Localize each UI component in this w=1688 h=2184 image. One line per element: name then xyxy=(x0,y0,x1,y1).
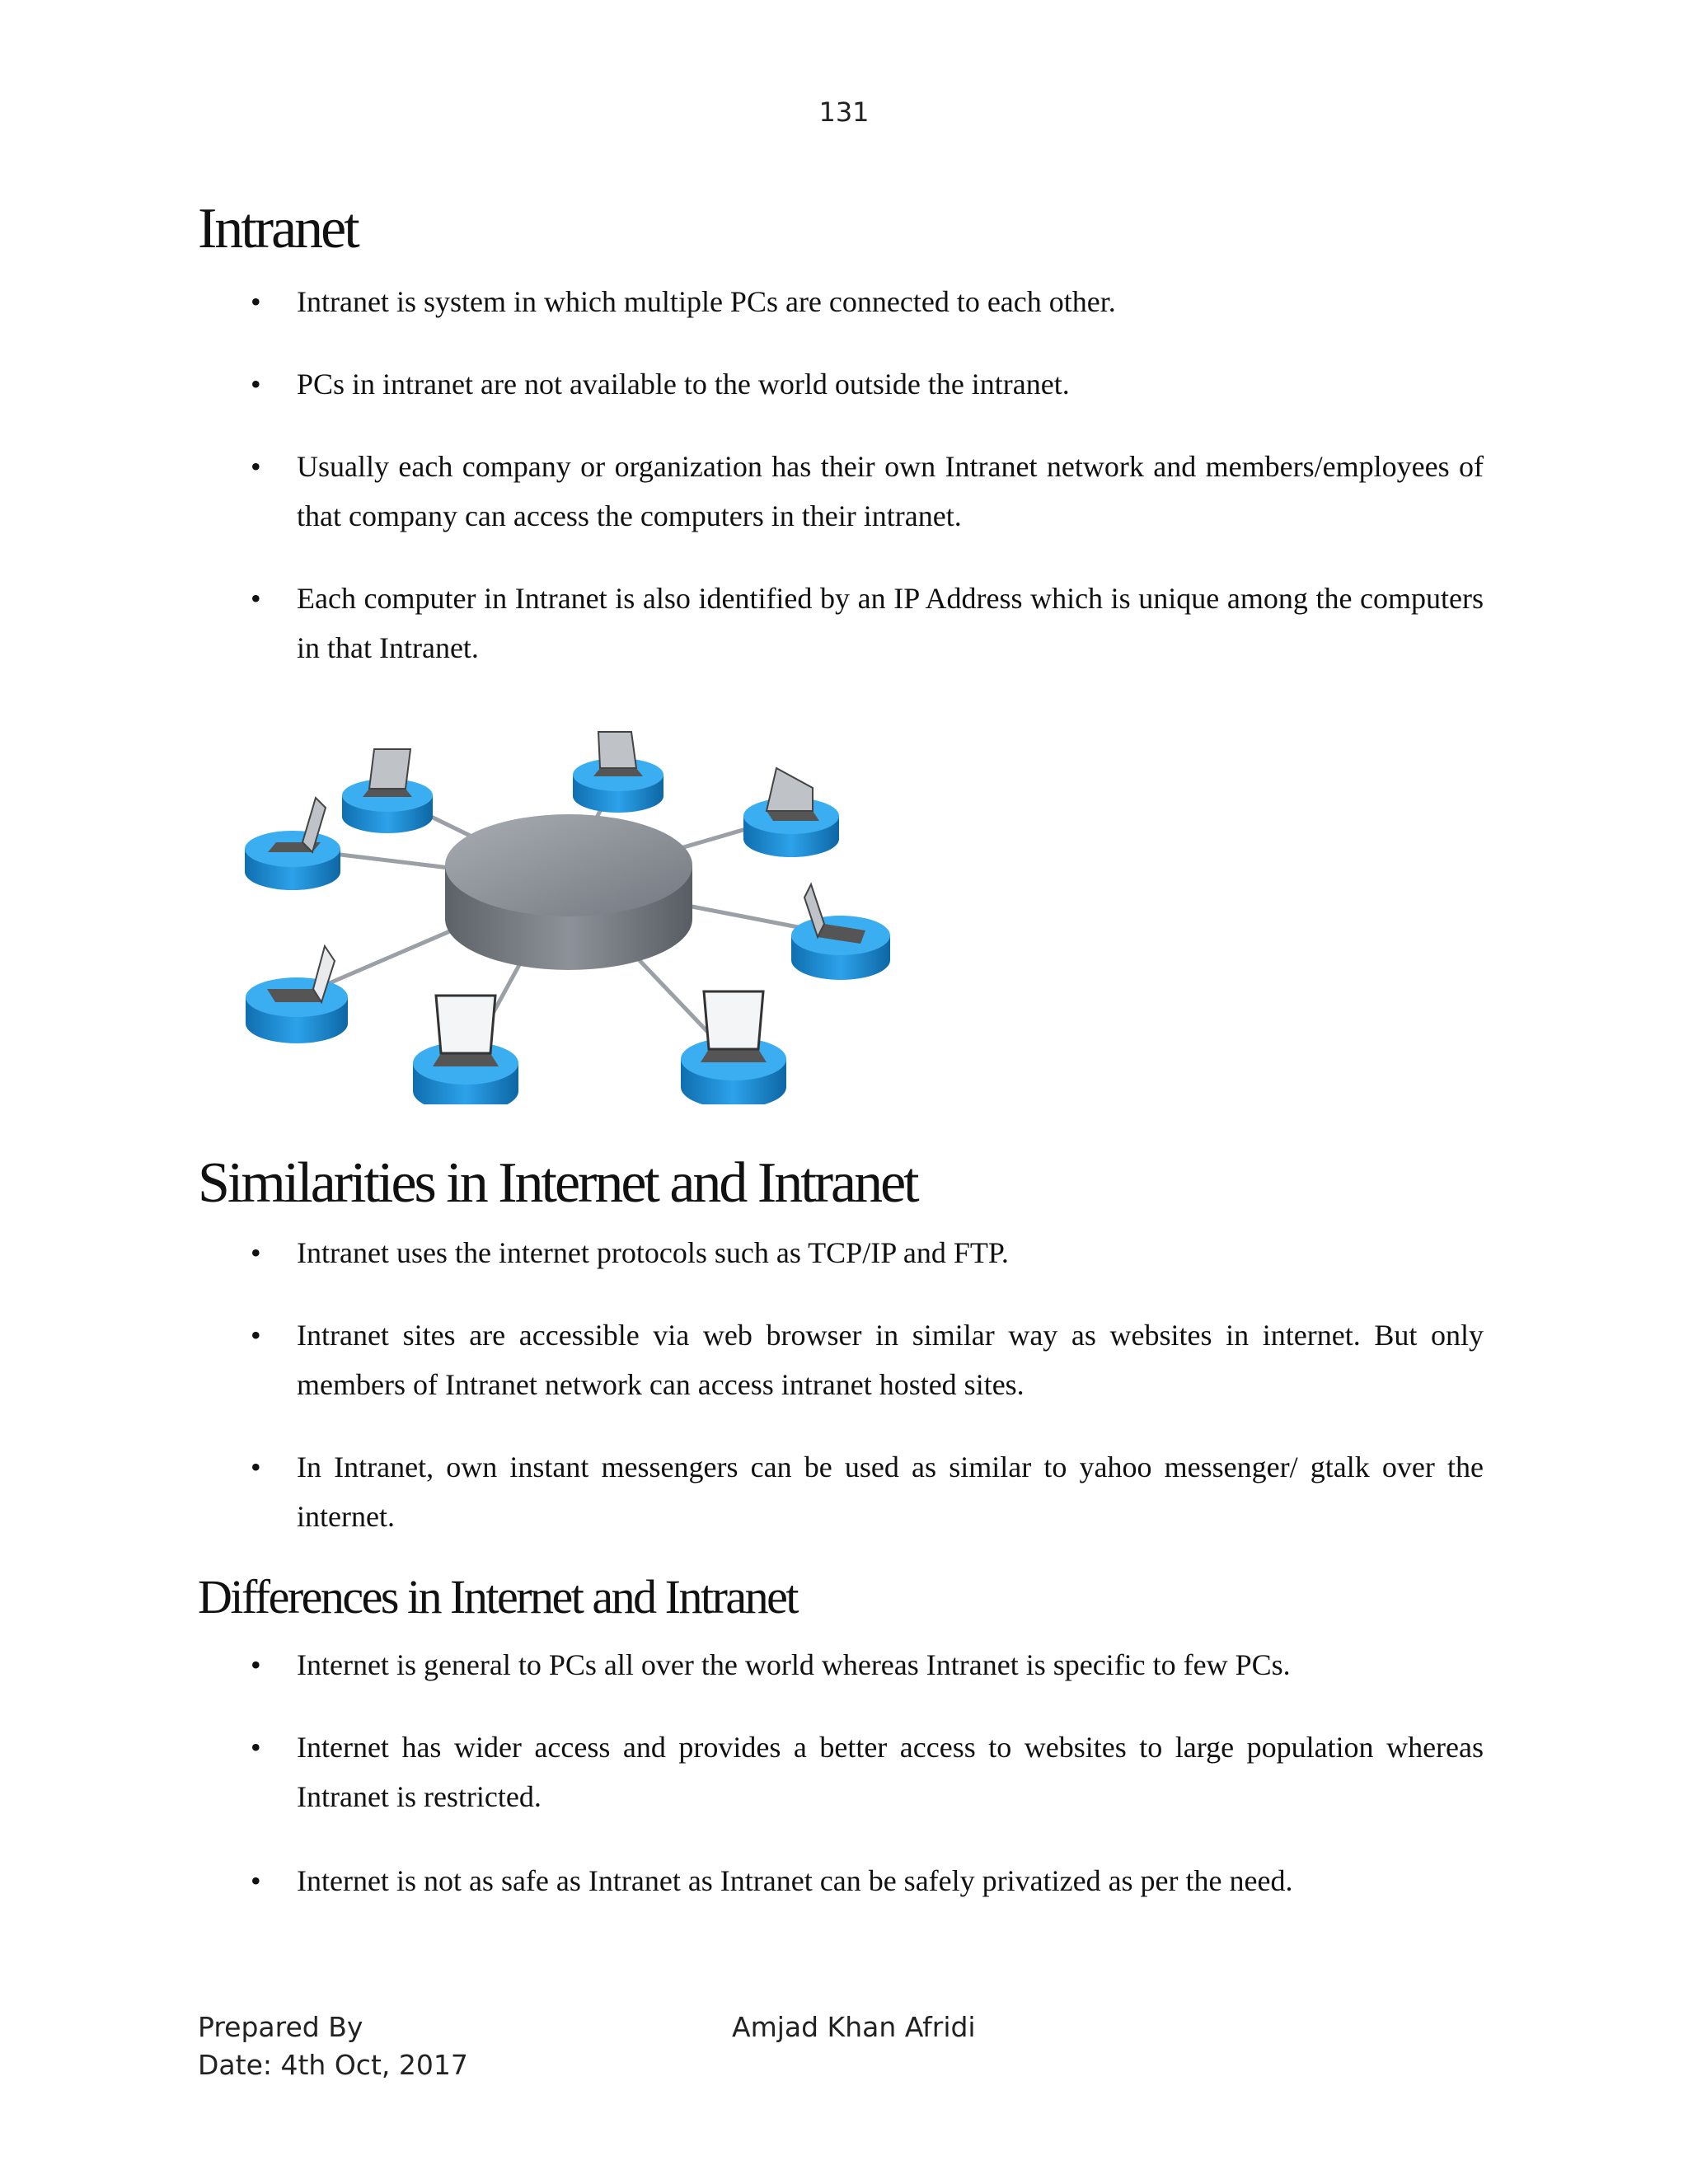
bullet-dot-icon: • xyxy=(251,285,261,318)
footer-author: Amjad Khan Afridi xyxy=(732,2011,976,2043)
page-number: 131 xyxy=(818,96,870,128)
list-item: • Internet has wider access and provides a better access to websites to large population whereas Intranet is restricted. xyxy=(254,1722,1484,1821)
list-item: • Intranet is system in which multiple PCs are connected to each other. xyxy=(254,277,1484,326)
list-item: • Internet is not as safe as Intranet as Intranet can be safely privatized as per the need. xyxy=(254,1856,1484,1905)
laptop-icon xyxy=(342,749,433,833)
footer-date: Date: 4th Oct, 2017 xyxy=(198,2049,468,2081)
laptop-icon xyxy=(681,991,786,1104)
bullet-dot-icon: • xyxy=(251,1236,261,1269)
list-item: • Intranet sites are accessible via web browser in similar way as websites in internet. But only members of Intranet network can access intranet hosted sites. xyxy=(254,1310,1484,1409)
bullet-dot-icon: • xyxy=(251,450,261,483)
list-item: • Each computer in Intranet is also identified by an IP Address which is unique among the computers in that Intranet. xyxy=(254,574,1484,673)
list-item: • PCs in intranet are not available to the world outside the intranet. xyxy=(254,359,1484,409)
laptop-icon xyxy=(245,798,340,890)
hub-server-icon xyxy=(445,814,692,970)
bullet-dot-icon: • xyxy=(251,582,261,615)
bullet-dot-icon: • xyxy=(251,1864,261,1897)
bullet-dot-icon: • xyxy=(251,1319,261,1352)
footer-prepared-by: Prepared By xyxy=(198,2011,363,2043)
network-diagram-icon xyxy=(223,725,907,1104)
list-item: • Usually each company or organization has their own Intranet network and members/employees of that company can access the computers in their intranet. xyxy=(254,442,1484,541)
section-title-similarities: Similarities in Internet and Intranet xyxy=(198,1151,917,1215)
bullet-dot-icon: • xyxy=(251,368,261,401)
section-title-differences: Differences in Internet and Intranet xyxy=(198,1570,797,1624)
list-item: • Intranet uses the internet protocols such as TCP/IP and FTP. xyxy=(254,1228,1484,1277)
bullet-dot-icon: • xyxy=(251,1451,261,1483)
list-item: • Internet is general to PCs all over the world whereas Intranet is specific to few PCs. xyxy=(254,1640,1484,1690)
laptop-icon xyxy=(246,946,348,1043)
list-item: • In Intranet, own instant messengers can be used as similar to yahoo messenger/ gtalk over the internet. xyxy=(254,1442,1484,1541)
laptop-icon xyxy=(573,732,663,813)
laptop-icon xyxy=(743,768,839,857)
bullet-dot-icon: • xyxy=(251,1731,261,1764)
section-title-intranet: Intranet xyxy=(198,197,358,260)
laptop-icon xyxy=(791,884,890,980)
bullet-dot-icon: • xyxy=(251,1648,261,1681)
laptop-icon xyxy=(413,996,518,1104)
